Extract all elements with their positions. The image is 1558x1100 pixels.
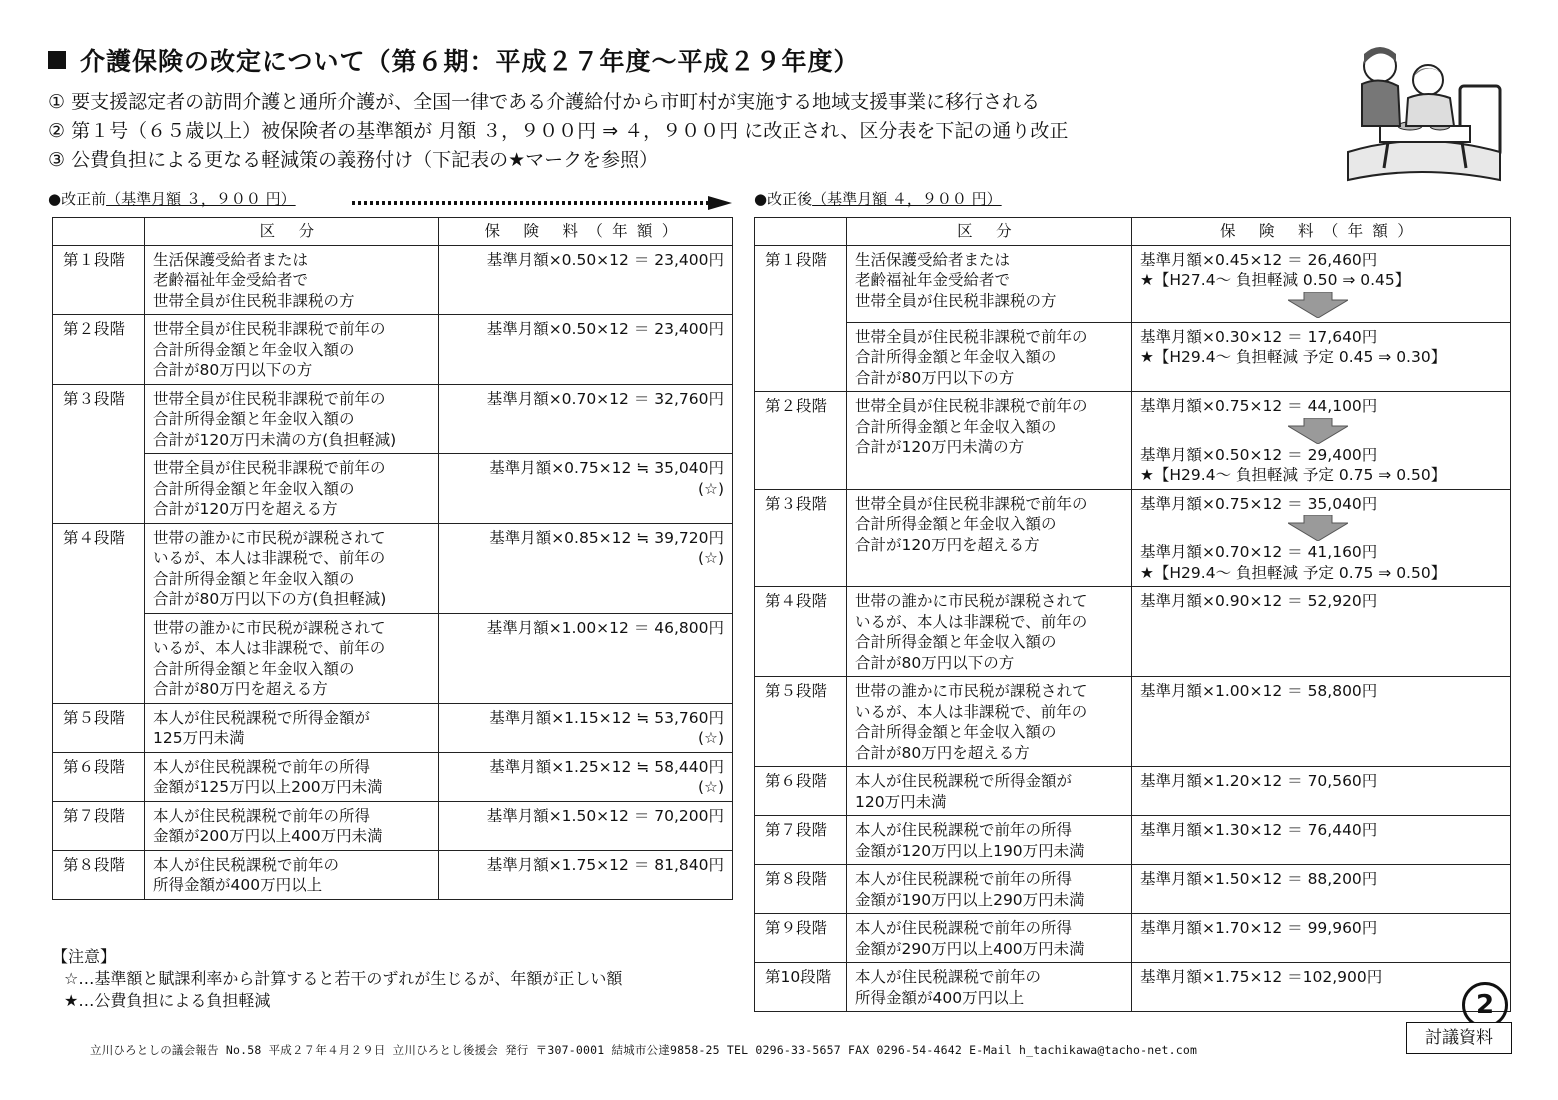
table-row: [755, 245, 1511, 322]
fee-formula: 基準月額×1.00×12 ＝ 58,800円: [1140, 682, 1378, 700]
category-line: 合計所得金額と年金収入額の: [153, 410, 355, 428]
stage-cell: 第６段階: [755, 767, 847, 816]
category-cell: [847, 587, 1132, 677]
category-cell: [145, 613, 439, 703]
stage-cell: 第４段階: [53, 523, 145, 703]
header-category: 区 分: [145, 218, 439, 246]
category-line: 合計が80万円を超える方: [855, 743, 1030, 762]
table-row: [755, 767, 1511, 816]
fee-cell: [1132, 587, 1511, 677]
elderly-care-illustration-icon: [1340, 40, 1506, 186]
table-row: [755, 963, 1511, 1012]
category-line: 合計所得金額と年金収入額の: [153, 340, 355, 359]
fee-formula: 基準月額×0.75×12 ≒ 35,040円: [489, 459, 724, 477]
category-line: いるが、本人は非課税で、前年の: [855, 702, 1088, 721]
category-line: 世帯の誰かに市民税が課税されて: [153, 618, 386, 637]
category-line: 世帯全員が住民税非課税の方: [153, 291, 355, 310]
fee-formula: 基準月額×0.70×12 ＝ 32,760円: [486, 389, 724, 408]
category-line: 125万円未満: [153, 729, 245, 747]
category-line: 金額が200万円以上400万円未満: [153, 827, 383, 845]
fee-formula: 基準月額×0.85×12 ≒ 39,720円: [489, 528, 724, 547]
header-stage: [755, 218, 847, 246]
category-line: 所得金額が400万円以上: [153, 876, 323, 894]
category-cell: [145, 245, 439, 315]
fee-cell: [1132, 677, 1511, 767]
table-row: [755, 914, 1511, 963]
table-row: [755, 489, 1511, 587]
stage-cell: 第８段階: [53, 850, 145, 899]
fee-cell: [1132, 392, 1511, 490]
category-line: 生活保護受給者または: [153, 250, 309, 269]
category-line: 本人が住民税課税で前年の: [153, 855, 340, 874]
header-fee: 保 険 料（年額）: [1132, 218, 1511, 246]
category-line: 合計所得金額と年金収入額の: [855, 417, 1057, 436]
table-header-row: [53, 218, 733, 246]
down-arrow-icon: [1288, 418, 1348, 444]
footer: 立川ひろとしの議会報告 No.58 平成２７年４月２９日 立川ひろとし後援会 発行 〒307-0001 結城市公達9858-25 TEL 0296-33-5657 FAX 0296-54-4642 E-Mail h_tachikawa@tacho-net.com: [90, 1043, 1198, 1057]
category-line: 世帯全員が住民税非課税で前年の: [153, 320, 386, 338]
dotted-arrow-icon: [352, 196, 732, 210]
category-cell: [847, 914, 1132, 963]
after-base-amount: （基準月額 ４，９００ 円）: [812, 190, 1002, 208]
category-line: 金額が190万円以上290万円未満: [855, 890, 1085, 909]
stage-cell: 第５段階: [53, 703, 145, 752]
category-line: 生活保護受給者または: [855, 250, 1011, 269]
table-row: [53, 752, 733, 801]
stage-cell: 第10段階: [755, 963, 847, 1012]
reduction-note: ★【H29.4〜 負担軽減 予定 0.75 ⇒ 0.50】: [1140, 563, 1447, 582]
fee-formula: 基準月額×1.15×12 ≒ 53,760円: [489, 708, 724, 727]
note-item: ★…公費負担による負担軽減: [64, 991, 271, 1010]
stage-cell: 第１段階: [755, 245, 847, 392]
table-row: [53, 523, 733, 613]
category-line: 合計が120万円未満の方: [855, 438, 1025, 456]
fee-formula: 基準月額×1.70×12 ＝ 99,960円: [1140, 919, 1378, 937]
category-cell: [145, 801, 439, 850]
fee-cell: [1132, 914, 1511, 963]
fee-cell: [439, 703, 733, 752]
down-arrow-icon: [1288, 292, 1348, 318]
table-row: [53, 703, 733, 752]
fee-formula: 基準月額×1.20×12 ＝ 70,560円: [1140, 772, 1378, 790]
category-line: 金額が120万円以上190万円未満: [855, 841, 1085, 860]
category-line: 120万円未満: [855, 792, 947, 811]
category-line: いるが、本人は非課税で、前年の: [153, 549, 386, 567]
after-label-prefix: ●改正後: [754, 190, 813, 208]
fee-formula: 基準月額×1.30×12 ＝ 76,440円: [1140, 821, 1378, 839]
category-cell: [145, 315, 439, 385]
stage-cell: 第５段階: [755, 677, 847, 767]
before-label-prefix: ●改正前: [48, 190, 107, 208]
reduction-note: ★【H29.4〜 負担軽減 予定 0.45 ⇒ 0.30】: [1140, 348, 1447, 366]
discussion-material-label: 討議資料: [1406, 1022, 1512, 1054]
page-title: [48, 42, 860, 78]
category-line: 金額が290万円以上400万円未満: [855, 939, 1085, 958]
table-row: [53, 315, 733, 385]
stage-cell: 第３段階: [755, 489, 847, 587]
header-fee: 保 険 料（年額）: [439, 218, 733, 246]
category-line: 本人が住民税課税で前年の所得: [855, 821, 1073, 839]
category-line: 世帯全員が住民税非課税で前年の: [153, 459, 386, 477]
reduced-fee-formula: 基準月額×0.50×12 ＝ 29,400円: [1140, 445, 1378, 464]
category-line: 合計が80万円以下の方(負担軽減): [153, 590, 387, 608]
table-row: [53, 613, 733, 703]
fee-cell: [439, 315, 733, 385]
category-line: 本人が住民税課税で前年の所得: [855, 919, 1073, 937]
before-fee-table: [52, 217, 733, 900]
category-line: 合計が80万円以下の方: [153, 361, 313, 379]
table-row: [755, 865, 1511, 914]
rounding-mark: (☆): [698, 729, 724, 747]
category-line: 金額が125万円以上200万円未満: [153, 778, 383, 796]
fee-formula: 基準月額×0.75×12 ＝ 35,040円: [1140, 494, 1378, 513]
fee-formula: 基準月額×0.50×12 ＝ 23,400円: [486, 320, 724, 338]
category-cell: [847, 963, 1132, 1012]
category-line: 合計が80万円を超える方: [153, 680, 328, 698]
fee-formula: 基準月額×0.45×12 ＝ 26,460円: [1140, 250, 1378, 269]
category-line: 合計所得金額と年金収入額の: [855, 633, 1057, 651]
category-line: 合計が120万円未満の方(負担軽減): [153, 430, 397, 449]
key-points: [48, 88, 1068, 175]
fee-formula: 基準月額×0.50×12 ＝ 23,400円: [486, 250, 724, 269]
table-row: [755, 677, 1511, 767]
category-cell: [847, 392, 1132, 490]
square-bullet-icon: [48, 51, 66, 69]
category-cell: [145, 523, 439, 613]
category-line: 合計が80万円以下の方: [855, 653, 1015, 672]
category-cell: [847, 489, 1132, 587]
table-row: [53, 454, 733, 524]
title-text: 介護保険の改定について（第６期：平成２７年度〜平成２９年度）: [80, 47, 860, 76]
fee-cell: [1132, 489, 1511, 587]
note-item: ☆…基準額と賦課利率から計算すると若干のずれが生じるが、年額が正しい額: [64, 969, 623, 988]
category-line: 本人が住民税課税で前年の: [855, 968, 1042, 986]
notes-heading: 【注意】: [52, 947, 117, 966]
notes: [52, 946, 622, 1012]
fee-formula: 基準月額×1.00×12 ＝ 46,800円: [486, 618, 724, 637]
table-row: [755, 587, 1511, 677]
fee-cell: [439, 245, 733, 315]
before-base-amount: （基準月額 ３，９００ 円）: [106, 190, 296, 208]
fee-formula: 基準月額×0.30×12 ＝ 17,640円: [1140, 327, 1378, 346]
table-row: [755, 392, 1511, 490]
category-line: 合計所得金額と年金収入額の: [153, 569, 355, 588]
point-1: ① 要支援認定者の訪問介護と通所介護が、全国一律である介護給付から市町村が実施する地域支援事業に移行される: [48, 91, 1041, 113]
fee-cell: [439, 850, 733, 899]
reduction-note: ★【H27.4〜 負担軽減 0.50 ⇒ 0.45】: [1140, 271, 1411, 289]
category-cell: [145, 752, 439, 801]
category-line: 世帯全員が住民税非課税で前年の: [855, 494, 1088, 513]
rounding-mark: (☆): [698, 549, 724, 567]
header-category: 区 分: [847, 218, 1132, 246]
category-cell: [847, 322, 1132, 392]
category-line: 世帯の誰かに市民税が課税されて: [153, 528, 386, 547]
fee-cell: [1132, 322, 1511, 392]
stage-cell: 第６段階: [53, 752, 145, 801]
header-stage: [53, 218, 145, 246]
category-line: 老齢福祉年金受給者で: [855, 271, 1011, 289]
category-line: 本人が住民税課税で所得金額が: [855, 772, 1073, 790]
category-line: 本人が住民税課税で所得金額が: [153, 708, 371, 727]
page-number: 2: [1462, 982, 1508, 1028]
category-cell: [145, 850, 439, 899]
category-line: 世帯全員が住民税非課税の方: [855, 291, 1057, 310]
fee-formula: 基準月額×0.75×12 ＝ 44,100円: [1140, 397, 1378, 415]
stage-cell: 第７段階: [755, 816, 847, 865]
category-line: 合計所得金額と年金収入額の: [153, 479, 355, 498]
table-row: [755, 322, 1511, 392]
fee-cell: [1132, 865, 1511, 914]
rounding-mark: (☆): [698, 778, 724, 796]
stage-cell: 第２段階: [53, 315, 145, 385]
table-header-row: [755, 218, 1511, 246]
category-cell: [847, 245, 1132, 322]
stage-cell: 第１段階: [53, 245, 145, 315]
before-revision-label: [48, 188, 296, 209]
table-row: [53, 245, 733, 315]
category-line: 老齢福祉年金受給者で: [153, 271, 309, 289]
point-3: ③ 公費負担による更なる軽減策の義務付け（下記表の★マークを参照）: [48, 149, 659, 171]
fee-cell: [439, 801, 733, 850]
fee-cell: [1132, 767, 1511, 816]
category-cell: [145, 454, 439, 524]
stage-cell: 第２段階: [755, 392, 847, 490]
stage-cell: 第３段階: [53, 384, 145, 523]
fee-cell: [439, 454, 733, 524]
category-line: 合計所得金額と年金収入額の: [855, 348, 1057, 366]
fee-formula: 基準月額×1.50×12 ＝ 70,200円: [486, 806, 724, 825]
reduced-fee-formula: 基準月額×0.70×12 ＝ 41,160円: [1140, 543, 1378, 561]
after-fee-table: [754, 217, 1511, 1012]
table-row: [53, 384, 733, 454]
category-cell: [847, 865, 1132, 914]
category-cell: [847, 677, 1132, 767]
category-line: 合計が120万円を超える方: [153, 500, 338, 518]
fee-cell: [1132, 245, 1511, 322]
after-revision-label: [754, 188, 1002, 209]
fee-cell: [1132, 963, 1511, 1012]
category-cell: [145, 384, 439, 454]
fee-formula: 基準月額×1.75×12 ＝ 81,840円: [486, 855, 724, 874]
fee-cell: [439, 752, 733, 801]
fee-formula: 基準月額×0.90×12 ＝ 52,920円: [1140, 592, 1378, 610]
stage-cell: 第８段階: [755, 865, 847, 914]
category-line: 世帯全員が住民税非課税で前年の: [153, 389, 386, 408]
table-row: [53, 801, 733, 850]
category-line: 合計所得金額と年金収入額の: [855, 515, 1057, 533]
stage-cell: 第７段階: [53, 801, 145, 850]
category-cell: [145, 703, 439, 752]
category-line: いるが、本人は非課税で、前年の: [153, 639, 386, 657]
category-line: 合計所得金額と年金収入額の: [153, 659, 355, 678]
category-cell: [847, 816, 1132, 865]
fee-cell: [439, 523, 733, 613]
fee-formula: 基準月額×1.50×12 ＝ 88,200円: [1140, 870, 1378, 888]
category-line: いるが、本人は非課税で、前年の: [855, 612, 1088, 631]
stage-cell: 第４段階: [755, 587, 847, 677]
category-line: 世帯全員が住民税非課税で前年の: [855, 397, 1088, 415]
category-line: 合計が80万円以下の方: [855, 368, 1015, 387]
category-line: 本人が住民税課税で前年の所得: [153, 757, 371, 776]
category-line: 合計所得金額と年金収入額の: [855, 723, 1057, 741]
rounding-mark: (☆): [698, 479, 724, 498]
category-line: 本人が住民税課税で前年の所得: [153, 806, 371, 825]
category-line: 世帯全員が住民税非課税で前年の: [855, 327, 1088, 346]
fee-cell: [1132, 816, 1511, 865]
point-2: ② 第１号（６５歳以上）被保険者の基準額が 月額 ３，９００円 ⇒ ４，９００円 に改正され、区分表を下記の通り改正: [48, 120, 1069, 142]
category-line: 世帯の誰かに市民税が課税されて: [855, 592, 1088, 610]
category-line: 所得金額が400万円以上: [855, 988, 1025, 1007]
fee-formula: 基準月額×1.25×12 ≒ 58,440円: [489, 757, 724, 776]
fee-formula: 基準月額×1.75×12 ＝102,900円: [1140, 968, 1383, 986]
fee-cell: [439, 384, 733, 454]
reduction-note: ★【H29.4〜 負担軽減 予定 0.75 ⇒ 0.50】: [1140, 466, 1447, 484]
fee-cell: [439, 613, 733, 703]
table-row: [53, 850, 733, 899]
category-line: 合計が120万円を超える方: [855, 535, 1040, 554]
category-cell: [847, 767, 1132, 816]
down-arrow-icon: [1288, 515, 1348, 541]
category-line: 世帯の誰かに市民税が課税されて: [855, 682, 1088, 700]
table-row: [755, 816, 1511, 865]
stage-cell: 第９段階: [755, 914, 847, 963]
category-line: 本人が住民税課税で前年の所得: [855, 870, 1073, 888]
